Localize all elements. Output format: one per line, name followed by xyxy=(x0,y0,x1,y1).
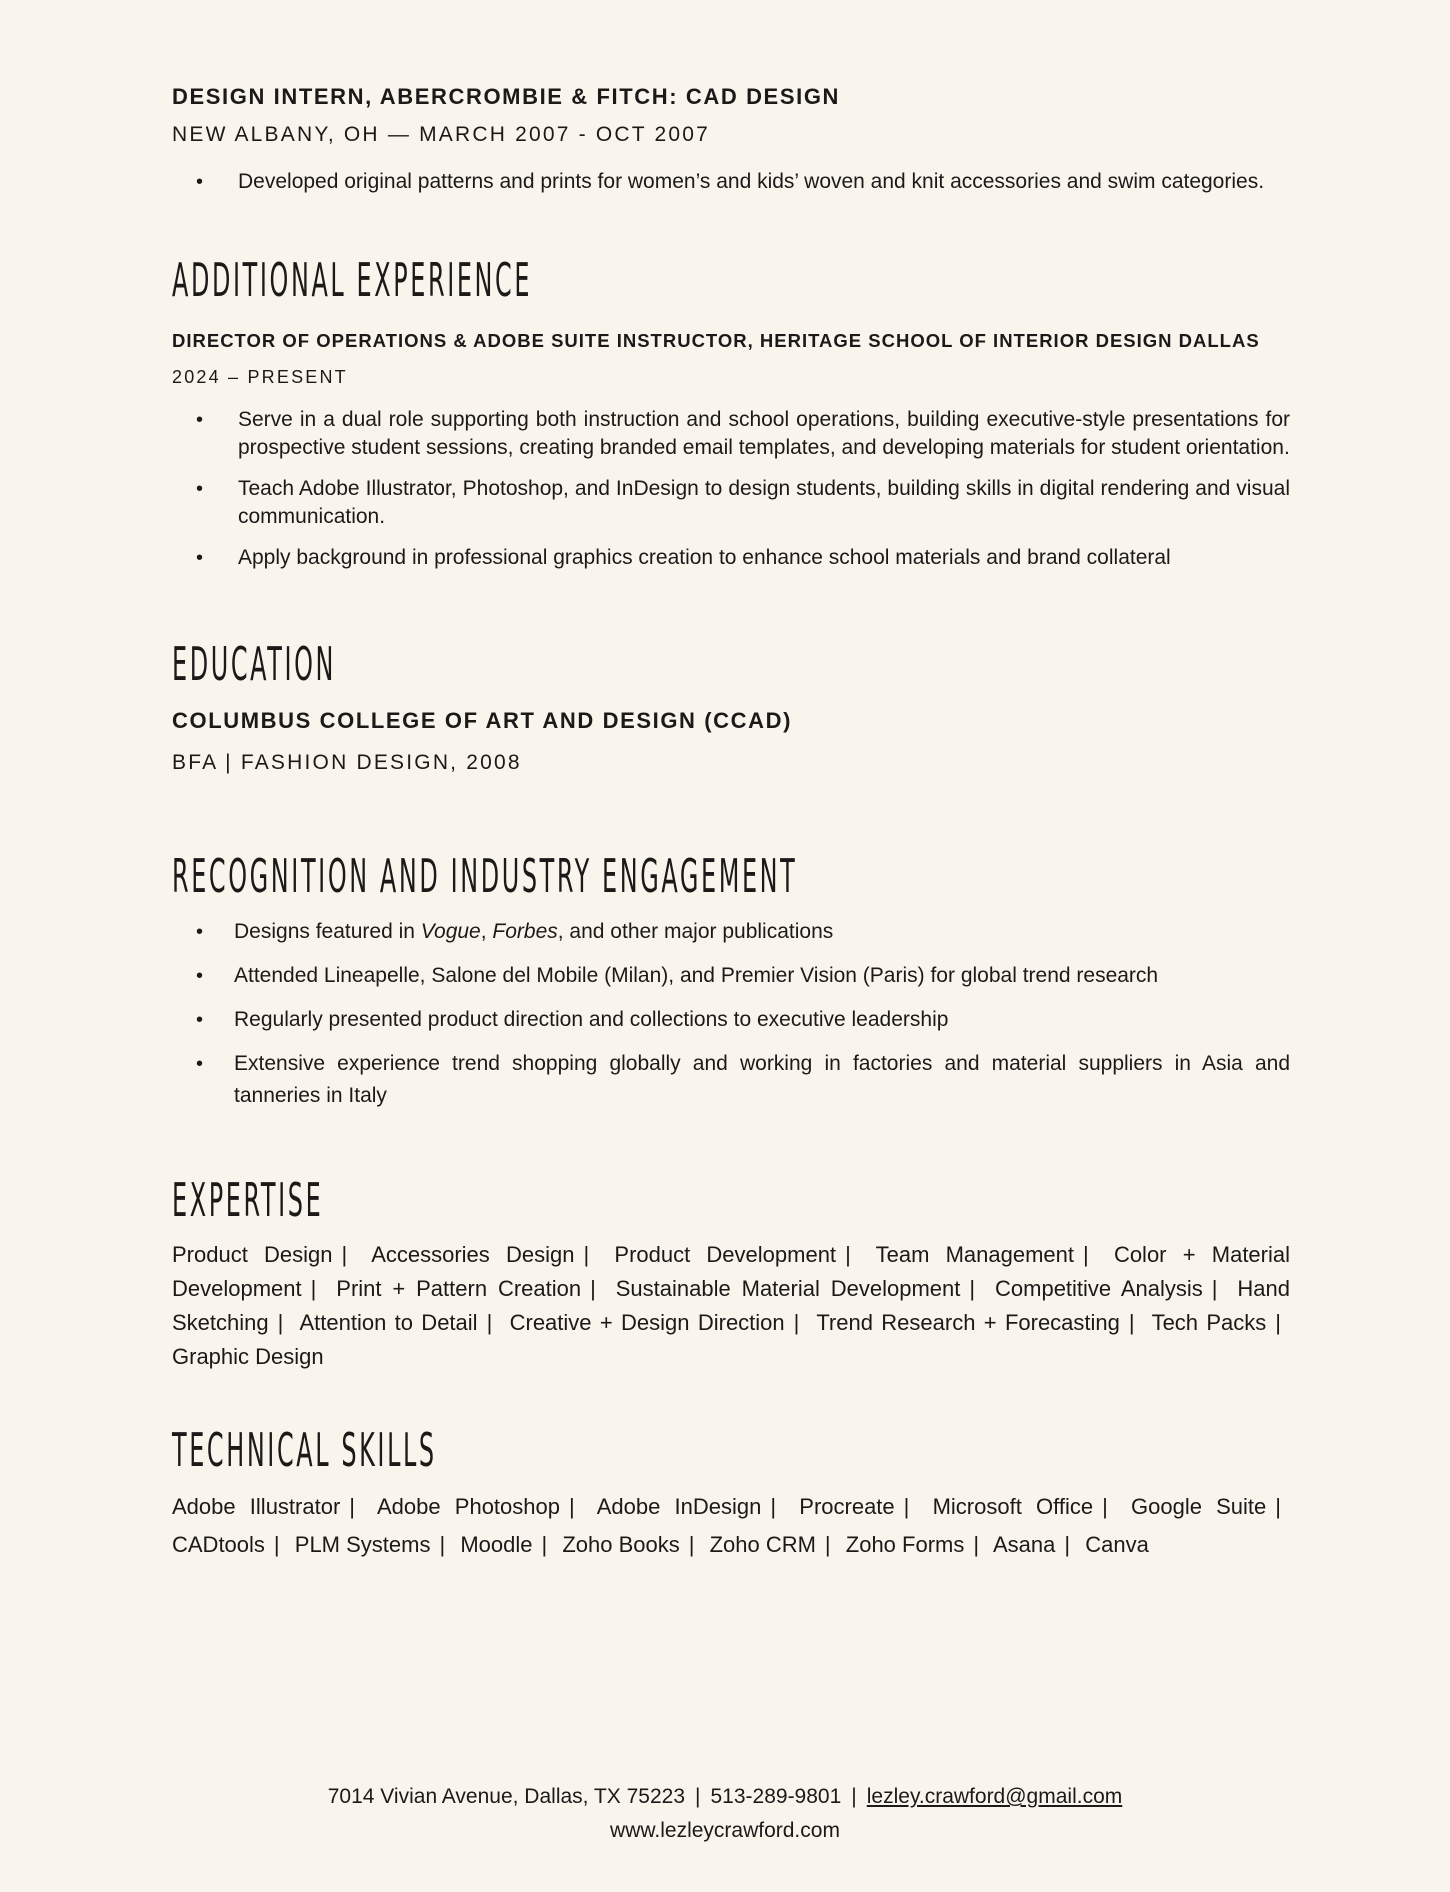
expertise-item: Product Development xyxy=(614,1242,837,1267)
recognition-bullets xyxy=(172,916,1290,1112)
email-link[interactable]: lezley.crawford@gmail.com xyxy=(866,1785,1123,1808)
expertise-item: Accessories Design xyxy=(371,1242,575,1267)
skill-item: Adobe Photoshop xyxy=(376,1494,560,1519)
separator: | xyxy=(273,1532,280,1557)
skill-item: Moodle xyxy=(460,1532,533,1557)
separator: | xyxy=(1275,1310,1281,1335)
section-heading: ADDITIONAL EXPERIENCE xyxy=(172,253,533,307)
skill-item: Adobe InDesign xyxy=(596,1494,762,1519)
job-bullets xyxy=(172,406,1290,572)
expertise-item: Tech Packs xyxy=(1151,1310,1267,1335)
education-section xyxy=(172,636,1290,778)
list-item: • Extensive experience trend shopping globally and working in factories and material suppliers in Asia and tanneries in Italy xyxy=(172,1048,1290,1112)
degree: BFA | FASHION DESIGN, 2008 xyxy=(172,751,522,774)
school-name: COLUMBUS COLLEGE OF ART AND DESIGN (CCAD) xyxy=(172,708,793,733)
list-item: • Serve in a dual role supporting both instruction and school operations, building executive-style presentations for prospective student sessions, creating branded email templates, and developing materials for student orientation. xyxy=(172,406,1290,462)
expertise-section xyxy=(172,1172,1290,1374)
skill-item: Google Suite xyxy=(1131,1494,1267,1519)
separator: | xyxy=(1211,1276,1218,1301)
separator: | xyxy=(541,1532,548,1557)
skill-item: Canva xyxy=(1085,1532,1149,1557)
skill-item: PLM Systems xyxy=(294,1532,431,1557)
intern-job-entry xyxy=(172,82,1290,196)
separator: | xyxy=(793,1310,800,1335)
separator: | xyxy=(1064,1532,1071,1557)
technical-skills-section xyxy=(172,1422,1290,1564)
separator: | xyxy=(845,1242,851,1267)
separator: | xyxy=(1128,1310,1135,1335)
job-meta: NEW ALBANY, OH — MARCH 2007 - OCT 2007 xyxy=(172,123,710,146)
publication-vogue: Vogue xyxy=(420,920,481,943)
text: , xyxy=(480,920,493,943)
expertise-item: Attention to Detail xyxy=(299,1310,478,1335)
separator: | xyxy=(969,1276,976,1301)
separator: | xyxy=(1275,1494,1281,1519)
skill-item: Adobe Illustrator xyxy=(172,1494,341,1519)
section-heading: EXPERTISE xyxy=(172,1173,324,1227)
skill-item: Asana xyxy=(992,1532,1056,1557)
skill-item: Zoho Books xyxy=(562,1532,680,1557)
separator: | xyxy=(590,1276,596,1301)
expertise-item: Competitive Analysis xyxy=(995,1276,1203,1301)
separator: | xyxy=(824,1532,831,1557)
separator: | xyxy=(903,1494,910,1519)
skill-item: Procreate xyxy=(799,1494,895,1519)
expertise-item: Team Management xyxy=(875,1242,1075,1267)
separator: | xyxy=(310,1276,317,1301)
publication-forbes: Forbes xyxy=(492,920,558,943)
text: Designs featured in xyxy=(234,920,421,943)
skill-item: Zoho CRM xyxy=(709,1532,816,1557)
job-title: DESIGN INTERN, ABERCROMBIE & FITCH: CAD DESIGN xyxy=(172,84,841,109)
expertise-item: Trend Research + Forecasting xyxy=(816,1310,1120,1335)
technical-skills-list xyxy=(172,1488,1290,1564)
separator: | xyxy=(1102,1494,1108,1519)
separator: | xyxy=(695,1785,701,1808)
website-link[interactable]: www.lezleycrawford.com xyxy=(610,1819,840,1842)
separator: | xyxy=(277,1310,284,1335)
address: 7014 Vivian Avenue, Dallas, TX 75223 xyxy=(327,1785,686,1808)
separator: | xyxy=(569,1494,575,1519)
section-heading: EDUCATION xyxy=(172,637,337,691)
expertise-item: Creative + Design Direction xyxy=(509,1310,785,1335)
skill-item: CADtools xyxy=(172,1532,265,1557)
list-item: • Regularly presented product direction and collections to executive leadership xyxy=(172,1004,1290,1036)
expertise-list xyxy=(172,1238,1290,1374)
contact-footer xyxy=(0,1780,1450,1848)
section-heading: TECHNICAL SKILLS xyxy=(172,1423,437,1477)
text: , and other major publications xyxy=(557,920,834,943)
expertise-item: Product Design xyxy=(172,1242,333,1267)
skill-item: Zoho Forms xyxy=(845,1532,965,1557)
list-item xyxy=(172,916,1290,948)
separator: | xyxy=(851,1785,857,1808)
expertise-item: Hand Sketching xyxy=(172,1276,1290,1335)
separator: | xyxy=(1083,1242,1089,1267)
resume-content xyxy=(172,82,1290,1564)
separator: | xyxy=(583,1242,590,1267)
job-title: DIRECTOR OF OPERATIONS & ADOBE SUITE INSTRUCTOR, HERITAGE SCHOOL OF INTERIOR DESIGN DALLAS xyxy=(172,330,1260,351)
section-heading: RECOGNITION AND INDUSTRY ENGAGEMENT xyxy=(172,849,798,903)
contact-line xyxy=(0,1780,1450,1814)
separator: | xyxy=(973,1532,980,1557)
list-item: • Attended Lineapelle, Salone del Mobile (Milan), and Premier Vision (Paris) for global trend research xyxy=(172,960,1290,992)
separator: | xyxy=(486,1310,493,1335)
separator: | xyxy=(688,1532,695,1557)
additional-experience-section xyxy=(172,252,1290,572)
phone[interactable]: 513-289-9801 xyxy=(710,1785,842,1808)
expertise-item: Graphic Design xyxy=(172,1344,324,1369)
job-meta: 2024 – PRESENT xyxy=(172,367,348,387)
skill-item: Microsoft Office xyxy=(932,1494,1094,1519)
job-bullets xyxy=(172,168,1290,196)
separator: | xyxy=(770,1494,777,1519)
list-item: • Apply background in professional graphics creation to enhance school materials and brand collateral xyxy=(172,544,1290,572)
separator: | xyxy=(341,1242,348,1267)
separator: | xyxy=(439,1532,446,1557)
expertise-item: Sustainable Material Development xyxy=(615,1276,961,1301)
expertise-item: Print + Pattern Creation xyxy=(336,1276,582,1301)
separator: | xyxy=(349,1494,355,1519)
list-item: • Developed original patterns and prints for women’s and kids’ woven and knit accessories and swim categories. xyxy=(172,168,1290,196)
recognition-section xyxy=(172,848,1290,1112)
list-item: • Teach Adobe Illustrator, Photoshop, and InDesign to design students, building skills in digital rendering and visual communication. xyxy=(172,475,1290,531)
expertise-item: Color + Material Development xyxy=(172,1242,1290,1301)
